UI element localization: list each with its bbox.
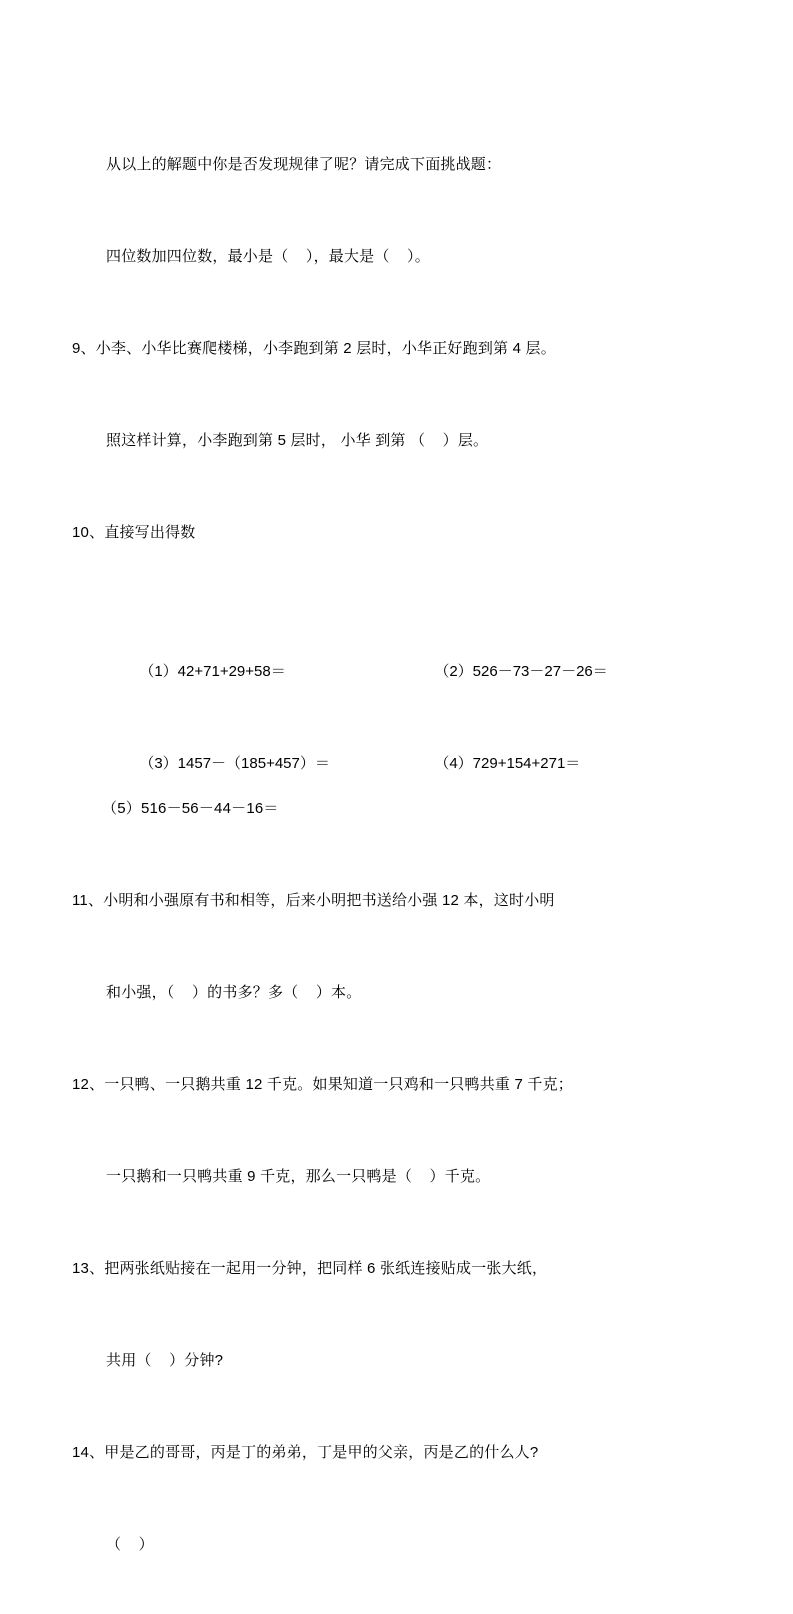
question-10-item-1: （1）42+71+29+58＝: [139, 663, 286, 680]
question-14-answer-blank: （ ）: [106, 1536, 154, 1553]
question-9-line-1: 9、小李、小华比赛爬楼梯，小李跑到第 2 层时，小华正好跑到第 4 层。: [72, 340, 556, 357]
question-12-line-1: 12、一只鸭、一只鹅共重 12 千克。如果知道一只鸡和一只鸭共重 7 千克；: [72, 1076, 573, 1093]
question-14-line-1: 14、甲是乙的哥哥，丙是丁的弟弟，丁是甲的父亲，丙是乙的什么人?: [72, 1444, 539, 1461]
question-10-row-2: [72, 693, 721, 772]
question-10-item-2: （2）526－73－27－26＝: [434, 663, 608, 680]
document-body: [72, 96, 721, 1613]
text-line-challenge: 四位数加四位数，最小是（ ），最大是（ ）。: [106, 248, 430, 265]
question-10-item-5: （5）516－56－44－16＝: [102, 800, 279, 817]
paragraph-group: [72, 96, 721, 1613]
question-10-row-1: [72, 601, 721, 680]
question-12-line-2: 一只鹅和一只鸭共重 9 千克，那么一只鸭是（ ）千克。: [106, 1168, 491, 1185]
question-11-line-2: 和小强，（ ）的书多？多（ ）本。: [106, 984, 362, 1001]
question-10-item-3: （3）1457－（185+457）＝: [139, 755, 330, 772]
question-9-line-2: 照这样计算，小李跑到第 5 层时， 小华 到第 （ ）层。: [106, 432, 489, 449]
text-line-intro: 从以上的解题中你是否发现规律了呢？请完成下面挑战题：: [106, 156, 502, 173]
question-11-line-1: 11、小明和小强原有书和相等，后来小明把书送给小强 12 本，这时小明: [72, 892, 555, 909]
question-10-item-4: （4）729+154+271＝: [434, 755, 581, 772]
question-13-line-2: 共用（ ）分钟?: [106, 1352, 224, 1369]
question-10-heading: 10、直接写出得数: [72, 524, 196, 541]
question-13-line-1: 13、把两张纸贴接在一起用一分钟，把同样 6 张纸连接贴成一张大纸，: [72, 1260, 548, 1277]
